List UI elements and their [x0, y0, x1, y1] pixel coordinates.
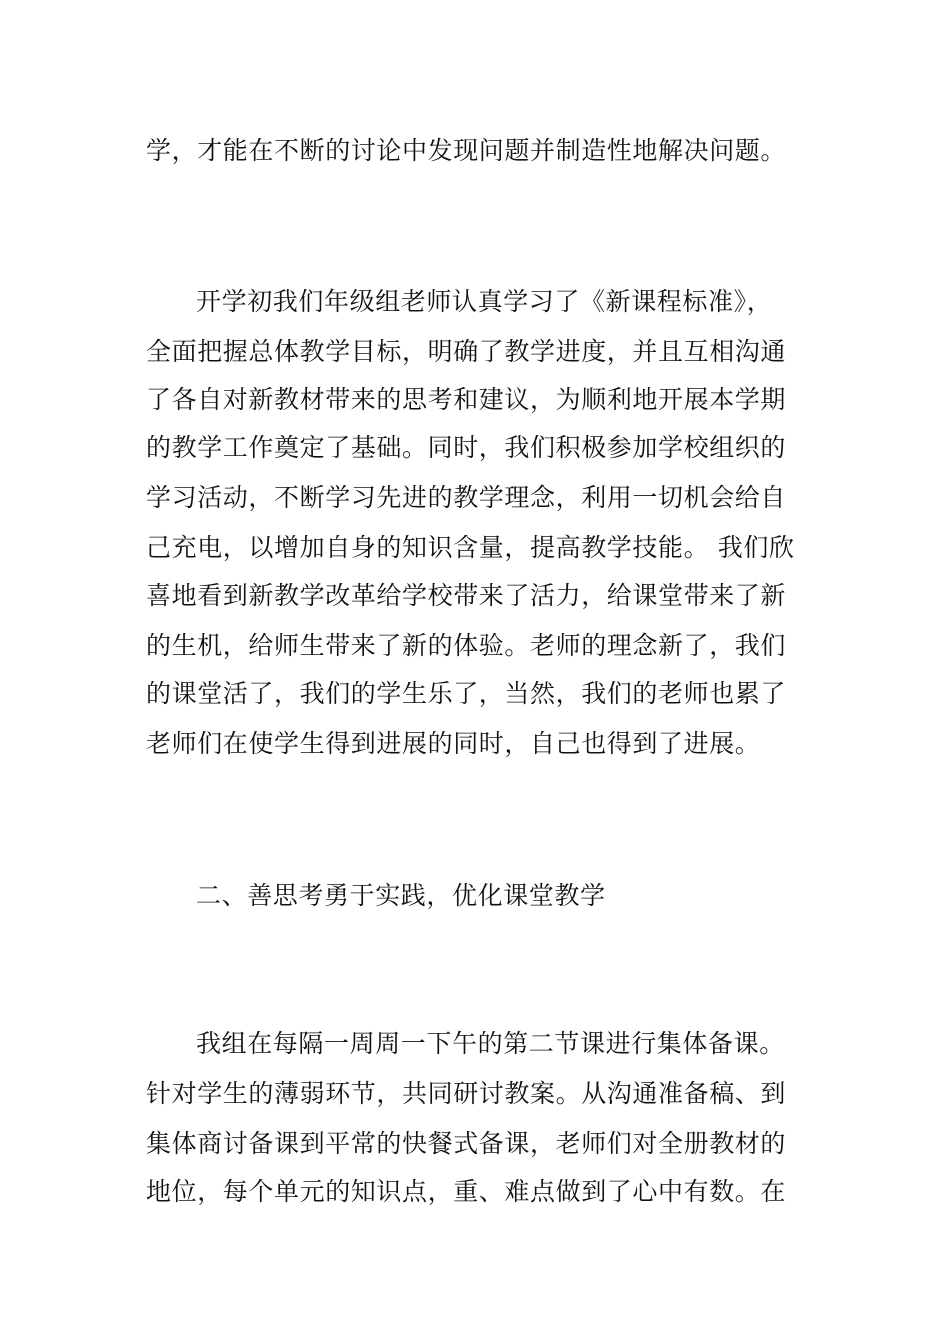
text-line: 的生机，给师生带来了新的体验。老师的理念新了，我们: [146, 631, 787, 660]
text-line: 地位，每个单元的知识点，重、难点做到了心中有数。在: [146, 1177, 787, 1206]
text-line: 针对学生的薄弱环节，共同研讨教案。从沟通准备稿、到: [146, 1079, 787, 1108]
text-line: 我组在每隔一周周一下午的第二节课进行集体备课。: [196, 1029, 785, 1058]
text-line: 喜地看到新教学改革给学校带来了活力，给课堂带来了新: [146, 581, 787, 610]
text-line: 学，才能在不断的讨论中发现问题并制造性地解决问题。: [146, 136, 787, 165]
text-line: 开学初我们年级组老师认真学习了《新课程标准》，: [196, 287, 773, 316]
text-line: 己充电，以增加自身的知识含量，提高教学技能。 我们欣: [146, 533, 795, 562]
text-line: 的课堂活了，我们的学生乐了，当然，我们的老师也累了: [146, 679, 787, 708]
text-line: 的教学工作奠定了基础。同时，我们积极参加学校组织的: [146, 433, 787, 462]
text-line: 学习活动，不断学习先进的教学理念，利用一切机会给自: [146, 483, 787, 512]
text-line: 集体商讨备课到平常的快餐式备课，老师们对全册教材的: [146, 1129, 787, 1158]
text-line: 老师们在使学生得到进展的同时，自己也得到了进展。: [146, 729, 761, 758]
section-heading: 二、善思考勇于实践，优化课堂教学: [196, 881, 606, 910]
text-line: 了各自对新教材带来的思考和建议，为顺利地开展本学期: [146, 385, 787, 414]
text-line: 全面把握总体教学目标，明确了教学进度，并且互相沟通: [146, 337, 787, 366]
